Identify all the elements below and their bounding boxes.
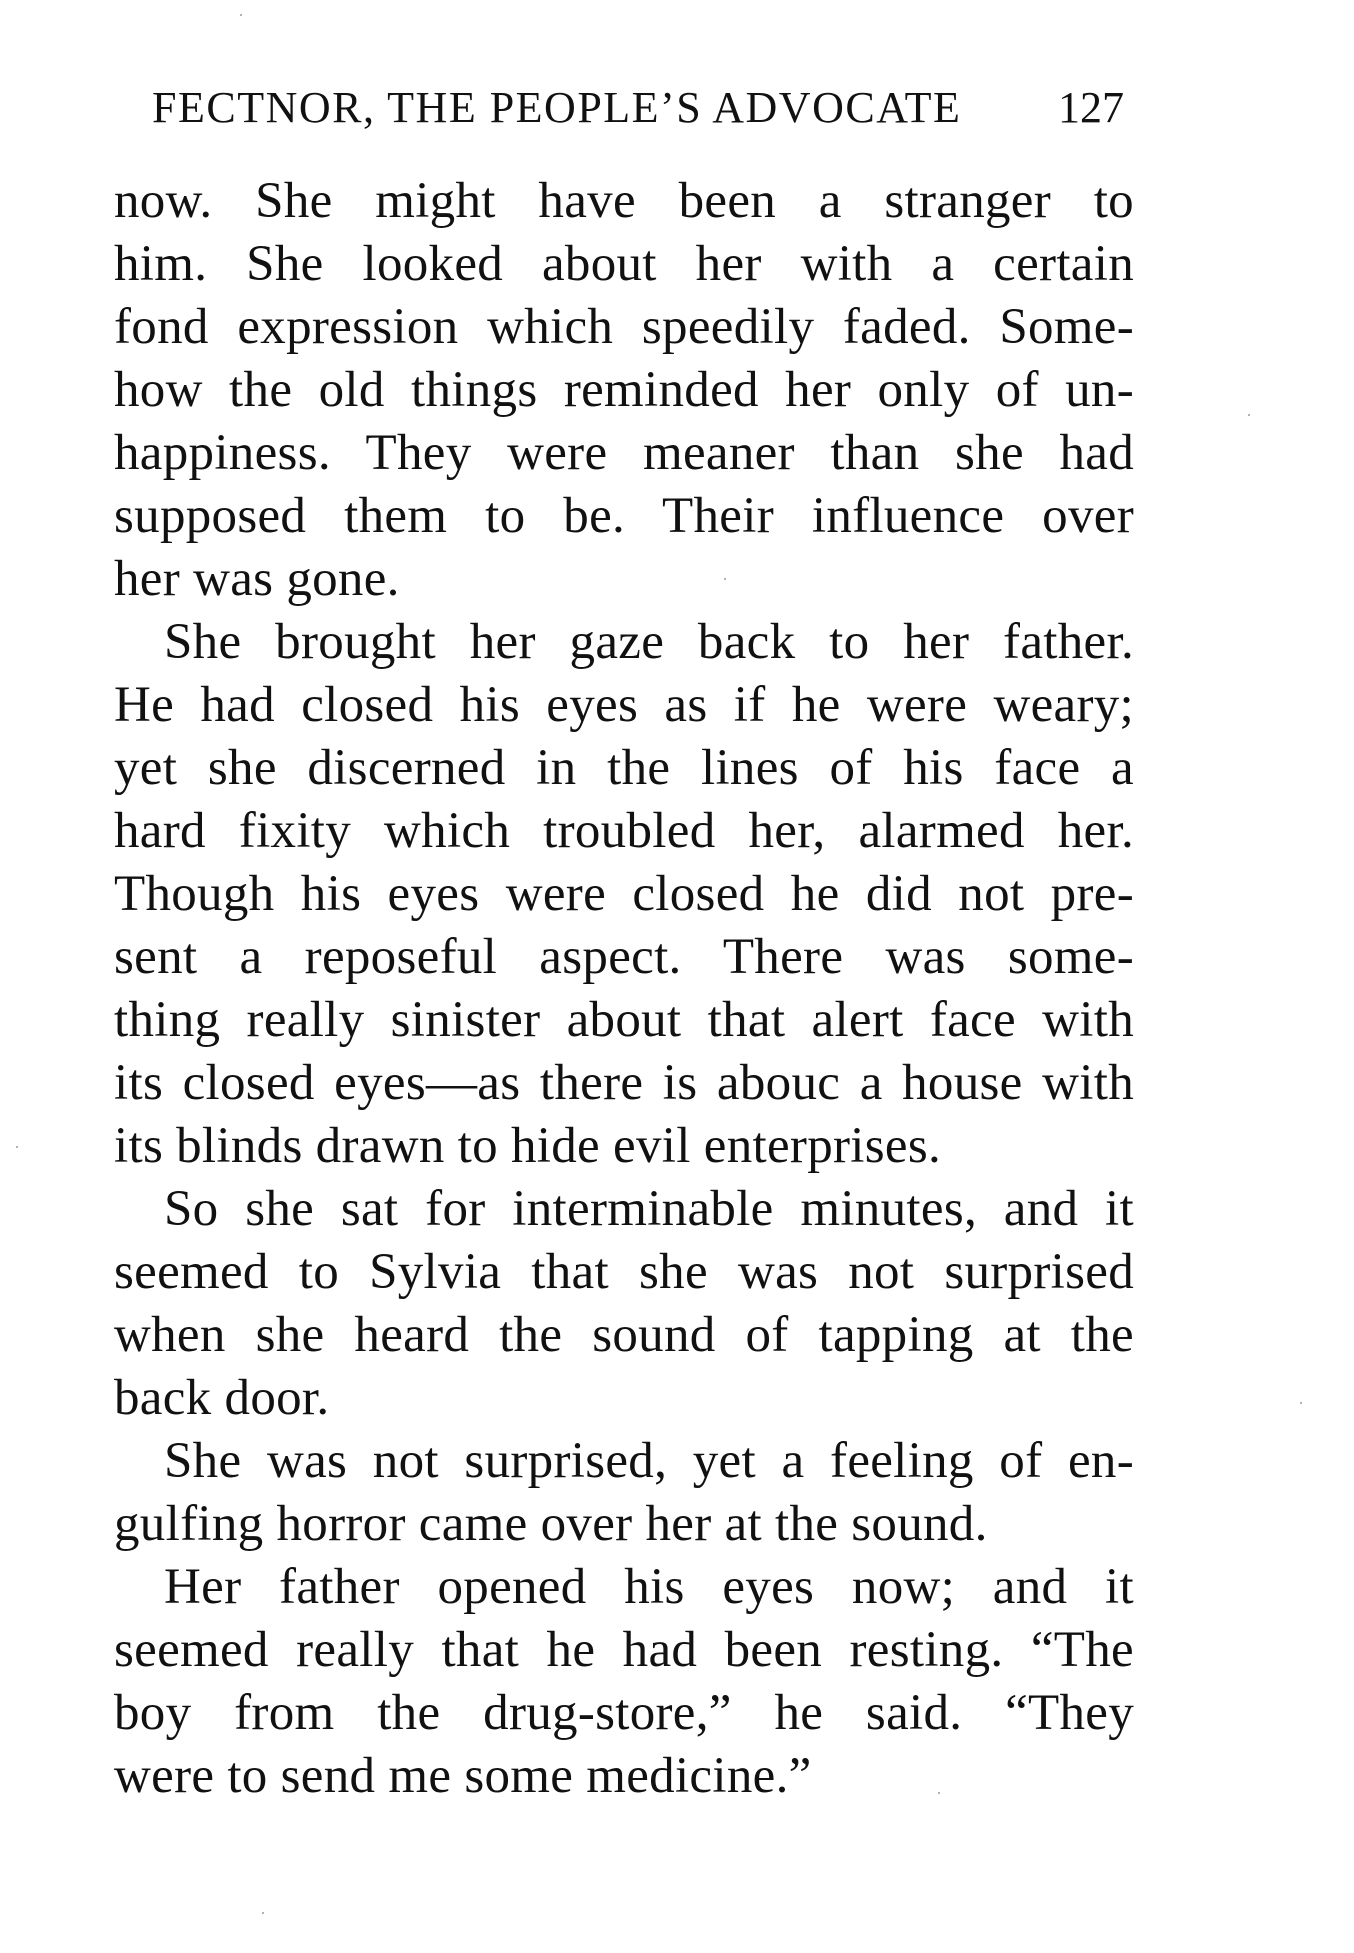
paper-speck bbox=[262, 1912, 264, 1914]
text-line: her was gone. bbox=[114, 551, 400, 607]
paper-speck bbox=[1248, 414, 1250, 416]
running-head bbox=[152, 78, 1124, 138]
text-line: sent a reposeful aspect. There was some- bbox=[114, 929, 1134, 985]
running-title: FECTNOR, THE PEOPLE’S ADVOCATE bbox=[152, 83, 962, 132]
text-line: hard fixity which troubled her, alarmed her. bbox=[114, 803, 1134, 859]
paper-speck bbox=[240, 14, 242, 16]
text-line: were to send me some medicine.” bbox=[114, 1748, 812, 1804]
paper-speck bbox=[724, 578, 726, 580]
text-line: She brought her gaze back to her father. bbox=[164, 614, 1134, 670]
text-line: seemed to Sylvia that she was not surprised bbox=[114, 1244, 1134, 1300]
text-line: He had closed his eyes as if he were weary; bbox=[114, 677, 1134, 733]
body-text bbox=[114, 170, 1134, 1808]
text-line: when she heard the sound of tapping at the bbox=[114, 1307, 1134, 1363]
text-line: boy from the drug-store,” he said. “They bbox=[114, 1685, 1134, 1741]
paper-speck bbox=[938, 1792, 940, 1794]
text-line: now. She might have been a stranger to bbox=[114, 173, 1134, 229]
text-line: happiness. They were meaner than she had bbox=[114, 425, 1134, 481]
text-line: thing really sinister about that alert face with bbox=[114, 992, 1134, 1048]
text-line: its closed eyes—as there is abouc a house with bbox=[114, 1055, 1134, 1111]
text-line: fond expression which speedily faded. Some- bbox=[114, 299, 1134, 355]
text-line: Her father opened his eyes now; and it bbox=[164, 1559, 1134, 1615]
text-line: supposed them to be. Their influence over bbox=[114, 488, 1134, 544]
text-line: how the old things reminded her only of un- bbox=[114, 362, 1134, 418]
text-line: gulfing horror came over her at the sound. bbox=[114, 1496, 988, 1552]
page-number: 127 bbox=[1058, 83, 1124, 132]
text-line: She was not surprised, yet a feeling of en- bbox=[164, 1433, 1134, 1489]
text-line: him. She looked about her with a certain bbox=[114, 236, 1134, 292]
paper-speck bbox=[16, 1146, 18, 1148]
text-line: its blinds drawn to hide evil enterprises. bbox=[114, 1118, 942, 1174]
text-line: yet she discerned in the lines of his face a bbox=[114, 740, 1134, 796]
text-line: So she sat for interminable minutes, and it bbox=[164, 1181, 1134, 1237]
paper-speck bbox=[1300, 1402, 1302, 1404]
text-line: seemed really that he had been resting. “The bbox=[114, 1622, 1134, 1678]
text-line: Though his eyes were closed he did not pre- bbox=[114, 866, 1134, 922]
text-line: back door. bbox=[114, 1370, 330, 1426]
